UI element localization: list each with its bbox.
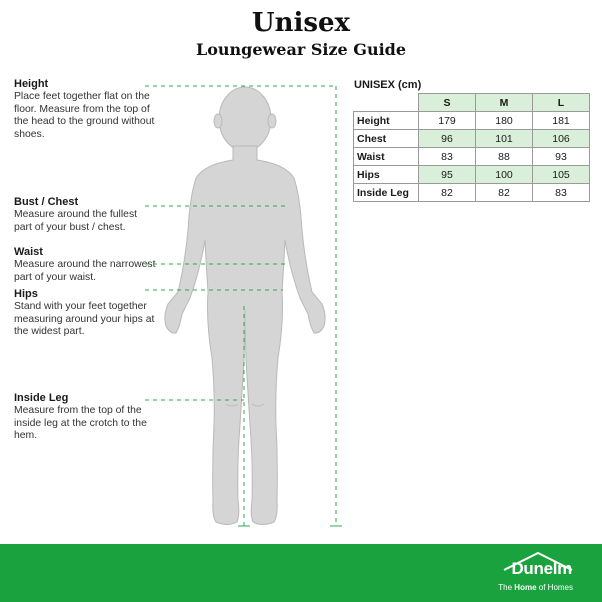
measure-inside-leg-desc: Measure from the top of the inside leg at the crotch to the hem. (14, 405, 147, 442)
measure-waist-title: Waist (14, 246, 43, 258)
measure-waist (14, 246, 156, 284)
cell-waist-m: 88 (476, 148, 533, 166)
size-col-m: M (476, 94, 533, 112)
size-table-corner (354, 94, 419, 112)
tagline-bold: Home (514, 583, 537, 592)
measure-height-title: Height (14, 78, 49, 90)
cell-chest-s: 96 (419, 130, 476, 148)
size-table-header-row (354, 94, 590, 112)
size-col-l: L (533, 94, 590, 112)
cell-height-m: 180 (476, 112, 533, 130)
cell-inside-leg-m: 82 (476, 184, 533, 202)
row-label-hips: Hips (354, 166, 419, 184)
cell-waist-l: 93 (533, 148, 590, 166)
cell-waist-s: 83 (419, 148, 476, 166)
brand-logo[interactable]: Dunelm (511, 559, 572, 578)
footer-brand-bar (0, 544, 602, 602)
measure-waist-desc: Measure around the narrowest part of your waist. (14, 259, 156, 283)
size-table-title: UNISEX (cm) (354, 79, 422, 91)
measure-height (14, 78, 156, 141)
measure-inside-leg (14, 392, 156, 443)
cell-chest-l: 106 (533, 130, 590, 148)
cell-inside-leg-s: 82 (419, 184, 476, 202)
cell-hips-m: 100 (476, 166, 533, 184)
measure-inside-leg-title: Inside Leg (14, 392, 69, 404)
cell-chest-m: 101 (476, 130, 533, 148)
cell-inside-leg-l: 83 (533, 184, 590, 202)
measure-height-desc: Place feet together flat on the floor. Measure from the top of the head to the ground without shoes. (14, 91, 155, 140)
table-row (354, 184, 590, 202)
cell-height-s: 179 (419, 112, 476, 130)
cell-hips-s: 95 (419, 166, 476, 184)
body-figure-illustration (140, 74, 350, 534)
row-label-inside-leg: Inside Leg (354, 184, 419, 202)
measure-chest (14, 196, 156, 234)
page-title: Unisex (251, 8, 351, 38)
row-label-chest: Chest (354, 130, 419, 148)
measure-hips (14, 288, 156, 339)
measure-hips-desc: Stand with your feet together measuring around your hips at the widest part. (14, 301, 155, 338)
row-label-waist: Waist (354, 148, 419, 166)
table-row (354, 148, 590, 166)
cell-height-l: 181 (533, 112, 590, 130)
table-row (354, 112, 590, 130)
tagline-prefix: The (498, 583, 513, 592)
measure-chest-desc: Measure around the fullest part of your bust / chest. (14, 209, 138, 233)
size-table (353, 93, 590, 202)
cell-hips-l: 105 (533, 166, 590, 184)
page-subtitle: Loungewear Size Guide (195, 40, 407, 59)
row-label-height: Height (354, 112, 419, 130)
tagline-suffix: of Homes (538, 583, 573, 592)
table-row (354, 166, 590, 184)
measure-hips-title: Hips (14, 288, 38, 300)
table-row (354, 130, 590, 148)
size-col-s: S (419, 94, 476, 112)
measure-chest-title: Bust / Chest (14, 196, 79, 208)
brand-tagline (498, 583, 573, 592)
